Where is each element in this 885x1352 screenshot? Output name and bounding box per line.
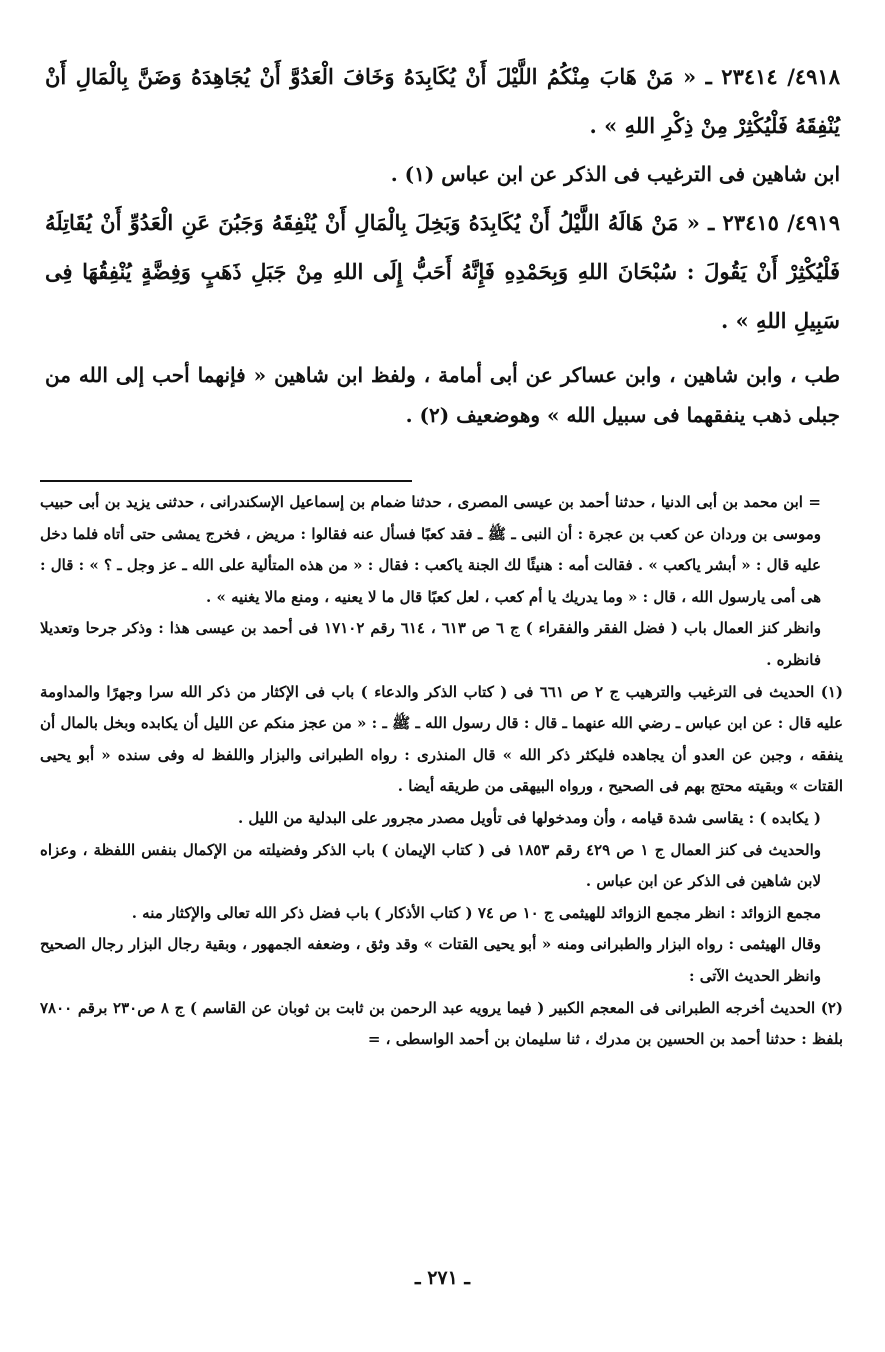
footnote-divider (40, 480, 412, 482)
footnote-1-kanz: والحديث فى كنز العمال ج ١ ص ٤٢٩ رقم ١٨٥٣ فى ( كتاب الإيمان ) باب الذكر وفضيلته من الإكمال بنفس اللفظة ، وعزاه لابن شاهين فى الذكر عن ابن عباس . (40, 840, 821, 891)
footnote-1: (١) الحديث فى الترغيب والترهيب ج ٢ ص ٦٦١ فى ( كتاب الذكر والدعاء ) باب فى الإكثار من ذكر الله سرا وجهرًا والمداومة عليه قال : عن ابن عباس ـ رضي الله عنهما ـ قال : قال رسول الله ـ ﷺ ـ : « من عجز منكم عن الليل أن يكابده وبخل بالمال أن ينفقه ، وجبن عن العدو أن يجاهده فليكثر ذكر الله » قال المنذرى : رواه الطبرانى والبزار واللفظ له وفى سنده « أبو يحيى القتات » وبقيته محتج بهم فى الصحيح ، ورواه البيهقى من طريقه أيضا . (40, 682, 843, 796)
main-text (45, 52, 840, 435)
hadith-4919-source: طب ، وابن شاهين ، وابن عساكر عن أبى أمامة ، ولفظ ابن شاهين « فإنهما أحب إلى الله من جبلى ذهب ينفقهما فى سبيل الله » وهوضعيف (٢) . (45, 363, 840, 427)
hadith-4919: ٤٩١٩/ ٢٣٤١٥ ـ « مَنْ هَالَهُ اللَّيْلُ أَنْ يُكَابِدَهُ وَبَخِلَ بِالْمَالِ أَنْ يُنْفِقَهُ وَجَبُنَ عَنِ الْعَدُوِّ أَنْ يُقَاتِلَهُ فَلْيُكْثِرْ أَنْ يَقُولَ : سُبْحَانَ اللهِ وَبِحَمْدِهِ فَإِنَّهُ أَحَبُّ إِلَى اللهِ مِنْ جَبَلِ ذَهَبٍ وَفِضَّةٍ يُنْفِقُهَا فِى سَبِيلِ اللهِ » . (45, 210, 840, 333)
footnote-continuation-kanz: وانظر كنز العمال باب ( فضل الفقر والفقراء ) ج ٦ ص ٦١٣ ، ٦١٤ رقم ١٧١٠٢ فى أحمد بن عيسى هذا : وذكر جرحا وتعديلا فانظره . (40, 619, 821, 669)
footnotes (40, 487, 843, 1056)
hadith-4918: ٤٩١٨/ ٢٣٤١٤ ـ « مَنْ هَابَ مِنْكُمُ اللَّيْلَ أَنْ يُكَابِدَهُ وَخَافَ الْعَدُوَّ أَنْ يُجَاهِدَهُ وَضَنَّ بِالْمَالِ أَنْ يُنْفِقَهُ فَلْيُكْثِرْ مِنْ ذِكْرِ اللهِ » . (45, 64, 840, 138)
footnote-1-majma: مجمع الزوائد : انظر مجمع الزوائد للهيثمى ج ١٠ ص ٧٤ ( كتاب الأذكار ) باب فضل ذكر الله تعالى والإكثار منه . (131, 903, 821, 922)
footnote-1-gloss: ( يكابده ) : يقاسى شدة قيامه ، وأن ومدخولها فى تأويل مصدر مجرور على البدلية من الليل . (237, 808, 821, 827)
footnote-2: (٢) الحديث أخرجه الطبرانى فى المعجم الكبير ( فيما يرويه عبد الرحمن بن ثابت بن ثوبان عن القاسم ) ج ٨ ص٢٣٠ برقم ٧٨٠٠ بلفظ : حدثنا أحمد بن الحسين بن مدرك ، ثنا سليمان بن أحمد الواسطى ، = (40, 998, 843, 1049)
footnote-1-haythami: وقال الهيثمى : رواه البزار والطبرانى ومنه « أبو يحيى القتات » وقد وثق ، وضعفه الجمهور ، وبقية رجال البزار رجال الصحيح وانظر الحديث الآتى : (40, 935, 821, 985)
hadith-4918-source: ابن شاهين فى الترغيب فى الذكر عن ابن عباس (١) . (390, 162, 840, 186)
page-number: ـ ٢٧١ ـ (415, 1267, 470, 1289)
footnote-continuation: = ابن محمد بن أبى الدنيا ، حدثنا أحمد بن عيسى المصرى ، حدثنا ضمام بن إسماعيل الإسكندرانى ، حدثنى يزيد بن أبى حبيب وموسى بن وردان عن كعب بن عجرة : أن النبى ـ ﷺ ـ فقد كعبًا فسأل عنه فقالوا : مريض ، فخرج يمشى حتى أتاه فلما دخل عليه قال : « أبشر ياكعب » . فقالت أمه : هنيئًا لك الجنة ياكعب : فقال : « من هذه المتألية على الله ـ عز وجل ـ ؟ » : قال : هى أمى يارسول الله ، قال : « وما يدريك يا أم كعب ، لعل كعبًا قال ما لا يعنيه ، ومنع مالا يغنيه » . (40, 493, 821, 606)
